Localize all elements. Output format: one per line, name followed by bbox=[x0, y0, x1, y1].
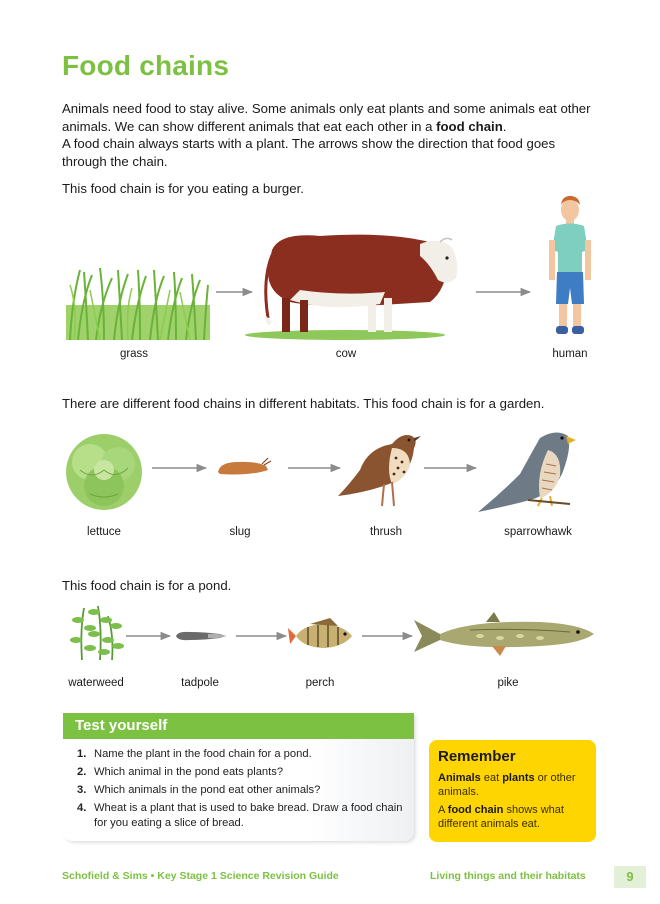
question-number: 3. bbox=[77, 784, 87, 796]
label-grass: grass bbox=[119, 348, 149, 360]
footer-publisher: Schofield & Sims • Key Stage 1 Science Revision Guide bbox=[62, 870, 339, 882]
test-questions-list bbox=[63, 739, 414, 831]
sparrowhawk-illustration bbox=[478, 432, 576, 512]
label-perch: perch bbox=[305, 677, 335, 689]
page-number: 9 bbox=[614, 866, 646, 888]
list-item bbox=[77, 801, 404, 831]
list-item bbox=[77, 747, 404, 762]
test-yourself-box bbox=[63, 713, 414, 841]
label-slug: slug bbox=[229, 526, 251, 538]
label-cow: cow bbox=[335, 348, 357, 360]
remember-text: shows what different animals eat. bbox=[438, 804, 564, 830]
pike-illustration bbox=[414, 612, 594, 656]
question-text: Which animal in the pond eats plants? bbox=[94, 766, 284, 778]
cow-illustration bbox=[245, 235, 457, 340]
lettuce-illustration bbox=[66, 434, 142, 510]
question-number: 2. bbox=[77, 766, 87, 778]
garden-chain-lead: There are different food chains in different habitats. This food chain is for a garden. bbox=[62, 396, 545, 411]
remember-text: A bbox=[438, 804, 448, 816]
pond-chain-lead: This food chain is for a pond. bbox=[62, 578, 232, 593]
question-text: Wheat is a plant that is used to bake bread. Draw a food chain for you eating a slice of bread. bbox=[94, 802, 403, 829]
thrush-illustration bbox=[338, 435, 421, 506]
remember-bold: food chain bbox=[447, 804, 504, 816]
burger-chain-lead: This food chain is for you eating a burger. bbox=[62, 181, 304, 196]
question-text: Which animals in the pond eat other animals? bbox=[94, 784, 321, 796]
intro-bold-term: food chain bbox=[436, 118, 503, 134]
waterweed-illustration bbox=[70, 606, 124, 660]
intro-text-part: . bbox=[502, 118, 507, 134]
intro-paragraph-2: A food chain always starts with a plant. The arrows show the direction that food goes through the chain. bbox=[62, 136, 556, 169]
remember-text: or other animals. bbox=[438, 772, 576, 798]
label-human: human bbox=[552, 348, 588, 360]
footer-section: Living things and their habitats bbox=[430, 870, 586, 882]
grass-illustration bbox=[66, 268, 210, 340]
list-item bbox=[77, 765, 404, 780]
question-number: 1. bbox=[77, 748, 87, 760]
remember-box bbox=[429, 740, 596, 842]
remember-text: eat bbox=[480, 772, 503, 784]
label-sparrowhawk: sparrowhawk bbox=[504, 526, 572, 538]
question-text: Name the plant in the food chain for a pond. bbox=[94, 748, 312, 760]
remember-bold: plants bbox=[502, 772, 535, 784]
label-pike: pike bbox=[497, 677, 519, 689]
label-lettuce: lettuce bbox=[87, 526, 121, 538]
slug-illustration bbox=[218, 458, 271, 475]
perch-illustration bbox=[288, 618, 352, 648]
page-title: Food chains bbox=[62, 50, 230, 81]
remember-line-2 bbox=[438, 803, 587, 831]
label-waterweed: waterweed bbox=[68, 677, 124, 689]
label-thrush: thrush bbox=[370, 526, 402, 538]
tadpole-illustration bbox=[176, 632, 226, 640]
human-illustration bbox=[549, 196, 591, 334]
remember-heading: Remember bbox=[438, 748, 516, 765]
intro-text-part: Animals need food to stay alive. Some animals only eat plants and some animals eat other animals. We can show different animals that eat each other in a bbox=[62, 101, 591, 134]
label-tadpole: tadpole bbox=[181, 677, 219, 689]
remember-line-1 bbox=[438, 771, 587, 799]
question-number: 4. bbox=[77, 802, 87, 814]
remember-bold: Animals bbox=[438, 772, 481, 784]
list-item bbox=[77, 783, 404, 798]
test-yourself-heading: Test yourself bbox=[63, 713, 414, 739]
